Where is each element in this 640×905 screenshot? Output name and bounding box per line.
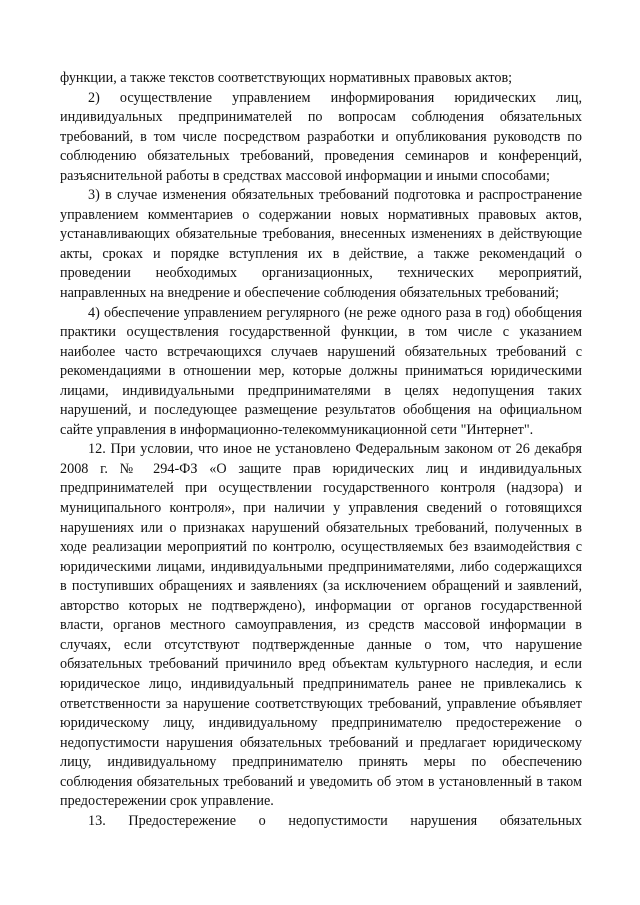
paragraph-item-3: 3) в случае изменения обязательных требований подготовка и распространение управлением комментариев о содержании новых нормативных правовых актов, устанавливающих обязательные требования, внесенных изменениях в действующие акты, сроках и порядке вступления их в действие, а также рекомендаций о проведении необходимых организационных, технических мероприятий, направленных на внедрение и обеспечение соблюдения обязательных требований; [60,187,582,302]
paragraph-continuation: функции, а также текстов соответствующих нормативных правовых актов; [60,70,513,86]
paragraph-clause-12: 12. При условии, что иное не установлено Федеральным законом от 26 декабря 2008 г. № 294-ФЗ «О защите прав юридических лиц и индивидуальных предпринимателей при осуществлении государственного контроля (надзора) и муниципального контроля», при наличии у управления сведений о готовящихся нарушениях или о признаках нарушений обязательных требований, полученных в ходе реализации мероприятий по контролю, осуществляемых без взаимодействия с юридическими лицами, индивидуальными предпринимателями, либо содержащихся в поступивших обращениях и заявлениях (за исключением обращений и заявлений, авторство которых не подтверждено), информации от органов государственной власти, органов местного самоуправления, из средств массовой информации в случаях, если отсутствуют подтвержденные данные о том, что нарушение обязательных требований причинило вред объектам культурного наследия, и если юридическое лицо, индивидуальный предприниматель ранее не привлекались к ответственности за нарушение соответствующих требований, управление объявляет юридическому лицу, индивидуальному предпринимателю предостережение о недопустимости нарушения обязательных требований и предлагает юридическому лицу, индивидуальному предпринимателю принять меры по обеспечению соблюдения обязательных требований и уведомить об этом в установленный в таком предостережении срок управление. [60,441,582,810]
paragraph-item-2: 2) осуществление управлением информирования юридических лиц, индивидуальных предпринимателей по вопросам соблюдения обязательных требований, в том числе посредством разработки и опубликования руководств по соблюдению обязательных требований, проведения семинаров и конференций, разъяснительной работы в средствах массовой информации и иными способами; [60,89,582,184]
document-page [60,69,582,831]
paragraph-clause-13: 13. Предостережение о недопустимости нарушения обязательных [88,812,582,829]
paragraph-item-4: 4) обеспечение управлением регулярного (не реже одного раза в год) обобщения практики осуществления государственной функции, в том числе с указанием наиболее часто встречающихся случаев нарушений обязательных требований с рекомендациями в отношении мер, которые должны приниматься юридическими лицами, индивидуальными предпринимателями в целях недопущения таких нарушений, и последующее размещение результатов обобщения на официальном сайте управления в информационно-телекоммуникационной сети "Интернет". [60,304,582,438]
